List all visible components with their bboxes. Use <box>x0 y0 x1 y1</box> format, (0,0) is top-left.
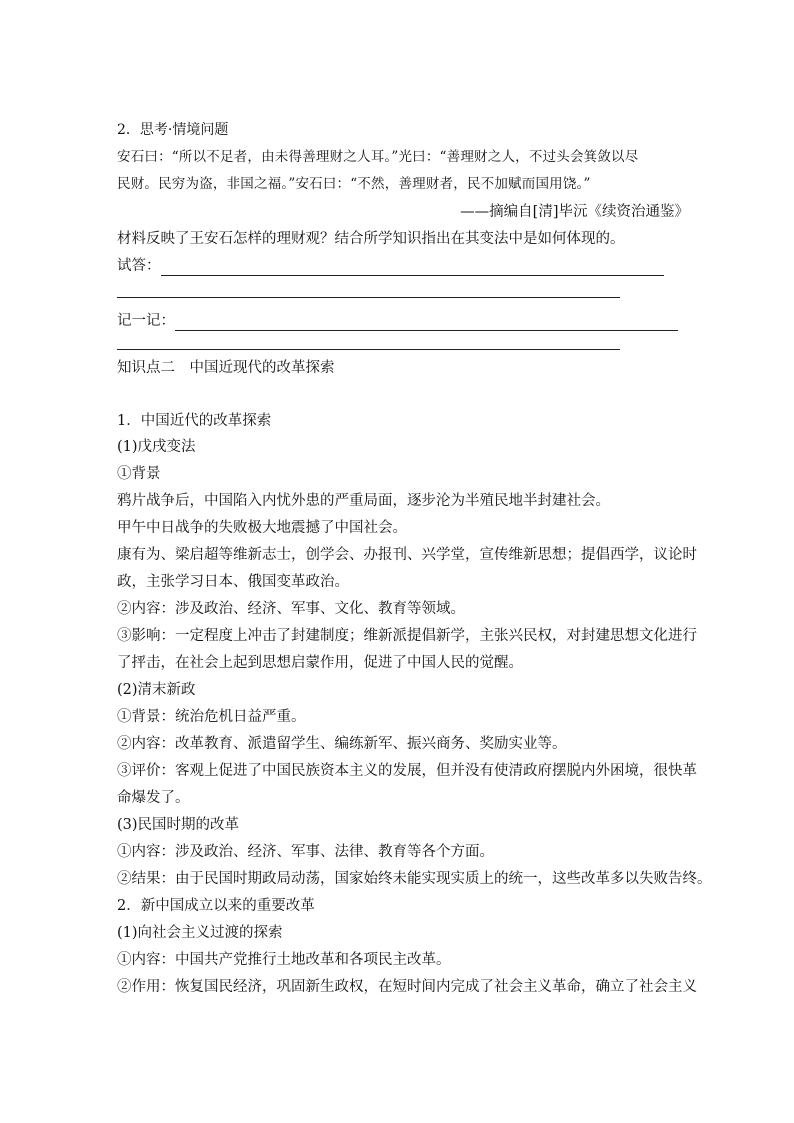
section-line: 康有为、梁启超等维新志士，创学会、办报刊、兴学堂，宣传维新思想；提倡西学，议论时 <box>117 547 697 563</box>
section-line: 政，主张学习日本、俄国变革政治。 <box>117 574 349 590</box>
section-line: (1)戊戌变法 <box>117 439 196 455</box>
quote-line-1: 安石曰：“所以不足者，由未得善理财之人耳。”光曰：“善理财之人，不过头会箕敛以尽 <box>117 149 639 165</box>
section-line: ②内容：改革教育、派遣留学生、编练新军、振兴商务、奖励实业等。 <box>117 736 567 752</box>
try-answer-line[interactable] <box>161 261 664 276</box>
note-line-2[interactable] <box>117 349 620 350</box>
section-line: (2)清末新政 <box>117 682 196 698</box>
section-line: ①内容：中国共产党推行土地改革和各项民主改革。 <box>117 952 451 968</box>
section-line: ②内容：涉及政治、经济、军事、文化、教育等领域。 <box>117 601 465 617</box>
note-row[interactable] <box>117 311 678 331</box>
try-answer-row[interactable] <box>117 256 664 276</box>
section-line: 1．中国近代的改革探索 <box>117 413 272 429</box>
try-answer-label: 试答： <box>117 258 161 274</box>
section-line: (3)民国时期的改革 <box>117 817 240 833</box>
try-answer-line-2[interactable] <box>117 297 620 298</box>
section-line: ③评价：客观上促进了中国民族资本主义的发展，但并没有使清政府摆脱内外困境，很快革 <box>117 763 697 779</box>
section-heading: 知识点二 中国近现代的改革探索 <box>117 360 335 376</box>
section-line: ②结果：由于民国时期政局动荡，国家始终未能实现实质上的统一，这些改革多以失败告终。 <box>117 871 712 887</box>
section-line: 鸦片战争后，中国陷入内忧外患的严重局面，逐步沦为半殖民地半封建社会。 <box>117 493 610 509</box>
section-line: 了抨击，在社会上起到思想启蒙作用，促进了中国人民的觉醒。 <box>117 655 523 671</box>
quote-source: ——摘编自[清]毕沅《续资治通鉴》 <box>460 204 689 220</box>
section-line: (1)向社会主义过渡的探索 <box>117 925 283 941</box>
note-label: 记一记： <box>117 313 175 329</box>
question-prompt: 材料反映了王安石怎样的理财观？结合所学知识指出在其变法中是如何体现的。 <box>117 231 625 247</box>
note-line[interactable] <box>175 316 678 331</box>
section-line: ①内容：涉及政治、经济、军事、法律、教育等各个方面。 <box>117 844 494 860</box>
section-line: ①背景 <box>117 466 161 482</box>
section-line: ③影响：一定程度上冲击了封建制度；维新派提倡新学，主张兴民权，对封建思想文化进行 <box>117 628 697 644</box>
section-line: 命爆发了。 <box>117 790 190 806</box>
section-line: ①背景：统治危机日益严重。 <box>117 709 306 725</box>
quote-line-2: 民财。民穷为盗，非国之福。”安石曰：“不然，善理财者，民不加赋而国用饶。” <box>117 176 591 192</box>
section-line: 甲午中日战争的失败极大地震撼了中国社会。 <box>117 520 407 536</box>
section-line: 2．新中国成立以来的重要改革 <box>117 898 315 914</box>
question-title: 2．思考·情境问题 <box>117 122 229 138</box>
section-line: ②作用：恢复国民经济，巩固新生政权，在短时间内完成了社会主义革命，确立了社会主义 <box>117 979 697 995</box>
